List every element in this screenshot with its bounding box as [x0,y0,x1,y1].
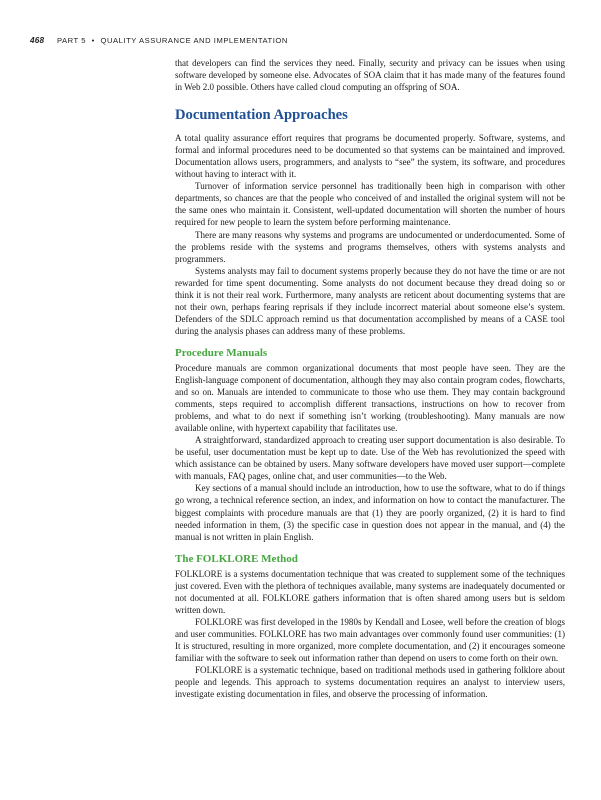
running-head [30,36,288,45]
part-label: PART 5 [56,36,86,45]
documentation-paragraph: A total quality assurance effort requires that programs be documented properly. Software, systems, and formal and informal procedures need to be documented so that systems can be maintained and improved. Documentation allows users, programmers, and analysts to “see” the system, its software, and procedures without having to interact with it. [175,133,565,180]
page-number: 468 [30,36,45,45]
procedure-manuals-paragraph: A straightforward, standardized approach to creating user support documentation is also desirable. To be useful, user documentation must be kept up to date. Use of the Web has revolutionized the speed with which assistance can be obtained by users. Many software developers have moved user support—complete with manuals, FAQ pages, online chat, and user communities—to the Web. [175,435,565,482]
folklore-paragraph: FOLKLORE is a systems documentation technique that was created to supplement some of the techniques just covered. Even with the plethora of techniques available, many systems are inadequately documented or not documented at all. FOLKLORE gathers information that is often shared among users but is seldom written down. [175,568,565,615]
procedure-manuals-heading: Procedure Manuals [175,346,268,359]
folklore-paragraph: FOLKLORE was first developed in the 1980s by Kendall and Losee, well before the creation of blogs and user communities. FOLKLORE has two main advantages over commonly found user communities: (1) It is structured, resulting in more organized, more complete documentation, and (2) it encourages someone familiar with the software to seek out information rather than depend on users to come forth on their own. [175,616,565,663]
separator-dot: • [91,36,95,45]
procedure-manuals-paragraph: Key sections of a manual should include an introduction, how to use the software, what to do if things go wrong, a technical reference section, an index, and information on how to contact the manufacturer. The biggest complaints with procedure manuals are that (1) they are poorly organized, (2) it is hard to find needed information in them, (3) the specific case in question does not appear in the manual, and (4) the manual is not written in plain English. [175,483,565,542]
page-body [175,57,565,700]
documentation-paragraph: Systems analysts may fail to document systems properly because they do not have the time or are not rewarded for time spent documenting. Some analysts do not document because they dread doing so or think it is not their real work. Furthermore, many analysts are reticent about documenting systems that are not their own, perhaps fearing reprisals if they include incorrect material about someone else’s system. Defenders of the SDLC approach remind us that documentation accomplished by means of a CASE tool during the analysis phases can address many of these problems. [175,265,565,336]
procedure-manuals-paragraph: Procedure manuals are common organizational documents that most people have seen. They are the English-language component of documentation, although they may also contain program codes, flowcharts, and so on. Manuals are intended to communicate to those who use them. They may contain background comments, steps required to accomplish different transactions, instructions on how to recover from problems, and what to do next if something isn’t working (troubleshooting). Many manuals are now available online, with hypertext capability that facilitates use. [175,362,565,434]
folklore-paragraph: FOLKLORE is a systematic technique, based on traditional methods used in gathering folklore about people and legends. This approach to systems documentation requires an analyst to interview users, investigate existing documentation in files, and observe the processing of information. [175,665,565,700]
section-title: QUALITY ASSURANCE AND IMPLEMENTATION [100,36,288,45]
documentation-approaches-heading: Documentation Approaches [175,107,348,124]
folklore-method-heading: The FOLKLORE Method [175,552,298,565]
intro-paragraph: that developers can find the services they need. Finally, security and privacy can be issues when using software developed by someone else. Advocates of SOA claim that it has made many of the features found in Web 2.0 possible. Others have called cloud computing an offspring of SOA. [175,58,565,93]
documentation-paragraph: There are many reasons why systems and programs are undocumented or underdocumented. Some of the problems reside with the systems and programs themselves, others with systems analysts and programmers. [175,229,565,264]
documentation-paragraph: Turnover of information service personnel has traditionally been high in comparison with other departments, so chances are that the people who conceived of and installed the original system will not be the same ones who maintain it. Consistent, well-updated documentation will shorten the number of hours required for new people to learn the system before performing maintenance. [175,181,565,228]
